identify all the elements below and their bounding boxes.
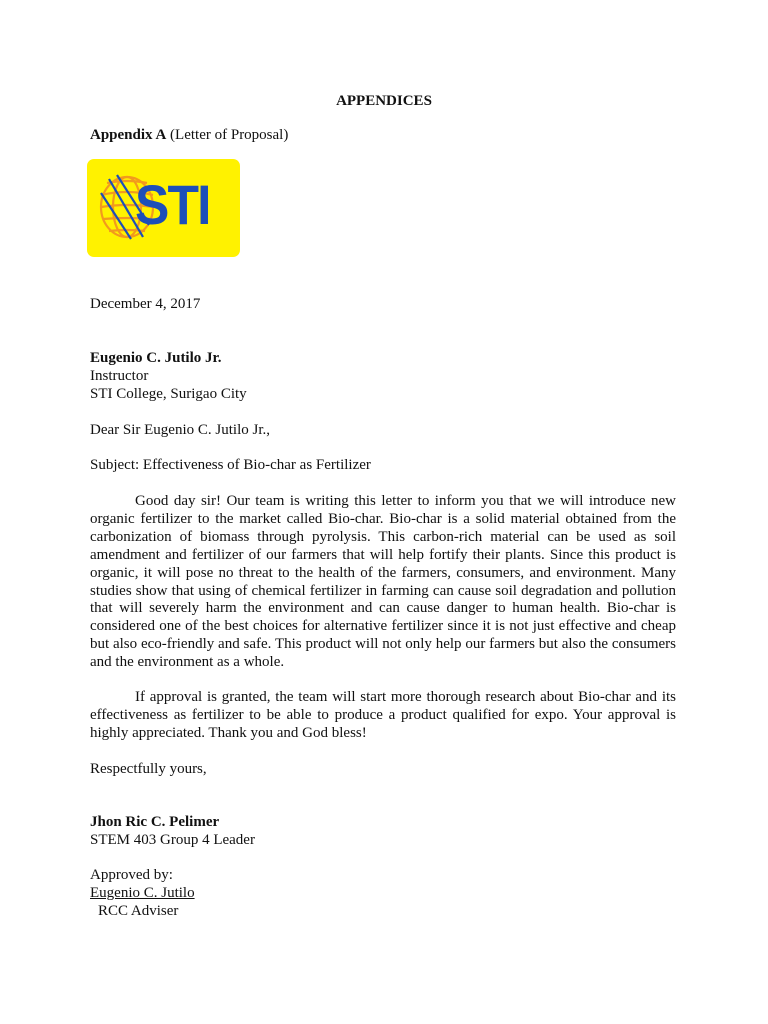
appendix-subtitle: (Letter of Proposal) <box>170 127 289 143</box>
approver-title: RCC Adviser <box>98 903 179 919</box>
recipient-name: Eugenio C. Jutilo Jr. <box>90 350 222 366</box>
recipient-title: Instructor <box>90 368 149 384</box>
sender-title: STEM 403 Group 4 Leader <box>90 832 255 848</box>
approval-label: Approved by: <box>90 867 173 883</box>
appendix-title <box>90 127 288 144</box>
approver-name: Eugenio C. Jutilo <box>90 885 195 901</box>
sender-name: Jhon Ric C. Pelimer <box>90 814 220 830</box>
closing: Respectfully yours, <box>90 761 207 777</box>
body-paragraph-1: Good day sir! Our team is writing this letter to inform you that we will introduce new organic fertilizer to the market called Bio-char. Bio-char is a solid material obtained from the carbonization of biomass through pyrolysis. This carbon-rich material can be used as soil amendment and fertilizer of our farmers that will help fortify their plants. Since this product is organic, it will pose no threat to the health of the farmers, consumers, and environment. Many studies show that using of chemical fertilizer in farming can cause soil degradation and pollution that will severely harm the environment and can cause danger to human health. Bio-char is considered one of the best choices for alternative fertilizer since it is not just effective and cheap but also eco-friendly and safe. This product will not only help our farmers but also the consumers and the environment as a whole. <box>90 493 676 671</box>
page-heading: APPENDICES <box>336 93 432 109</box>
salutation: Dear Sir Eugenio C. Jutilo Jr., <box>90 422 270 438</box>
appendix-label: Appendix A <box>90 127 167 143</box>
letter-date: December 4, 2017 <box>90 296 201 312</box>
recipient-institution: STI College, Surigao City <box>90 386 247 402</box>
body-paragraph-2: If approval is granted, the team will start more thorough research about Bio-char and its effectiveness as fertilizer to be able to produce a product qualified for expo. Your approval is highly appreciated. Thank you and God bless! <box>90 689 676 741</box>
sti-logo <box>87 159 240 257</box>
subject-line: Subject: Effectiveness of Bio-char as Fertilizer <box>90 457 371 473</box>
logo-text: STI <box>135 173 210 236</box>
